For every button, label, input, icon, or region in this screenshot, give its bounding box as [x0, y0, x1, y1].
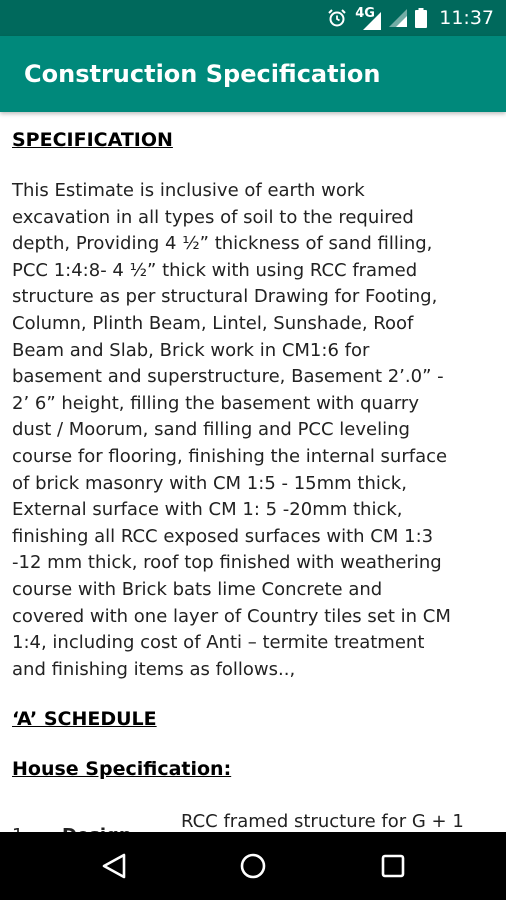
status-icons: [327, 0, 494, 36]
text-line: This Estimate is inclusive of earth work: [12, 180, 365, 201]
specification-heading: SPECIFICATION: [12, 129, 173, 151]
signal-icon: [389, 9, 407, 27]
text-line: 1:4, including cost of Anti – termite treatment: [12, 632, 425, 654]
recents-button[interactable]: [373, 846, 413, 886]
house-specification-heading: House Specification:: [12, 758, 232, 780]
text-line: External surface with CM 1: 5 -20mm thick,: [12, 499, 403, 521]
text-line: Column, Plinth Beam, Lintel, Sunshade, Roof: [12, 312, 414, 334]
status-time: 11:37: [439, 7, 494, 29]
text-line: -12 mm thick, roof top finished with weathering: [12, 552, 442, 574]
text-line: and finishing items as follows..,: [12, 658, 296, 680]
status-bar: [0, 0, 506, 36]
item-value: RCC framed structure for G + 1: [181, 811, 464, 832]
text-line: PCC 1:4:8- 4 ½” thick with using RCC framed: [12, 259, 418, 281]
navigation-bar: [0, 832, 506, 900]
text-line: finishing all RCC exposed surfaces with CM 1:3: [12, 525, 434, 547]
recents-icon: [381, 854, 405, 878]
home-icon: [239, 852, 267, 880]
text-line: course for flooring, finishing the internal surface: [12, 445, 448, 467]
specification-content[interactable]: [0, 112, 506, 832]
text-line: basement and superstructure, Basement 2’.0” -: [12, 366, 444, 388]
text-line: of brick masonry with CM 1:5 - 15mm thick,: [12, 472, 407, 494]
text-line: excavation in all types of soil to the required: [12, 206, 414, 228]
signal-icon: [363, 12, 381, 30]
text-line: dust / Moorum, sand filling and PCC leveling: [12, 419, 410, 441]
app-title: Construction Specification: [24, 60, 381, 88]
network-type-label: 4G: [355, 6, 375, 21]
text-line: structure as per structural Drawing for Footing,: [12, 286, 438, 308]
home-button[interactable]: [233, 846, 273, 886]
alarm-icon: [327, 8, 347, 28]
specification-text: [12, 178, 496, 683]
back-button[interactable]: [94, 846, 134, 886]
text-line: covered with one layer of Country tiles set in CM: [12, 605, 451, 627]
text-line: depth, Providing 4 ½” thickness of sand filling,: [12, 233, 433, 255]
battery-icon: [415, 8, 427, 28]
text-line: course with Brick bats lime Concrete and: [12, 578, 383, 600]
network-indicator: [355, 6, 381, 30]
app-bar: [0, 36, 506, 112]
text-line: Beam and Slab, Brick work in CM1:6 for: [12, 339, 370, 361]
schedule-heading: ‘A’ SCHEDULE: [12, 708, 157, 730]
back-icon: [101, 852, 127, 880]
text-line: 2’ 6” height, filling the basement with quarry: [12, 392, 419, 414]
